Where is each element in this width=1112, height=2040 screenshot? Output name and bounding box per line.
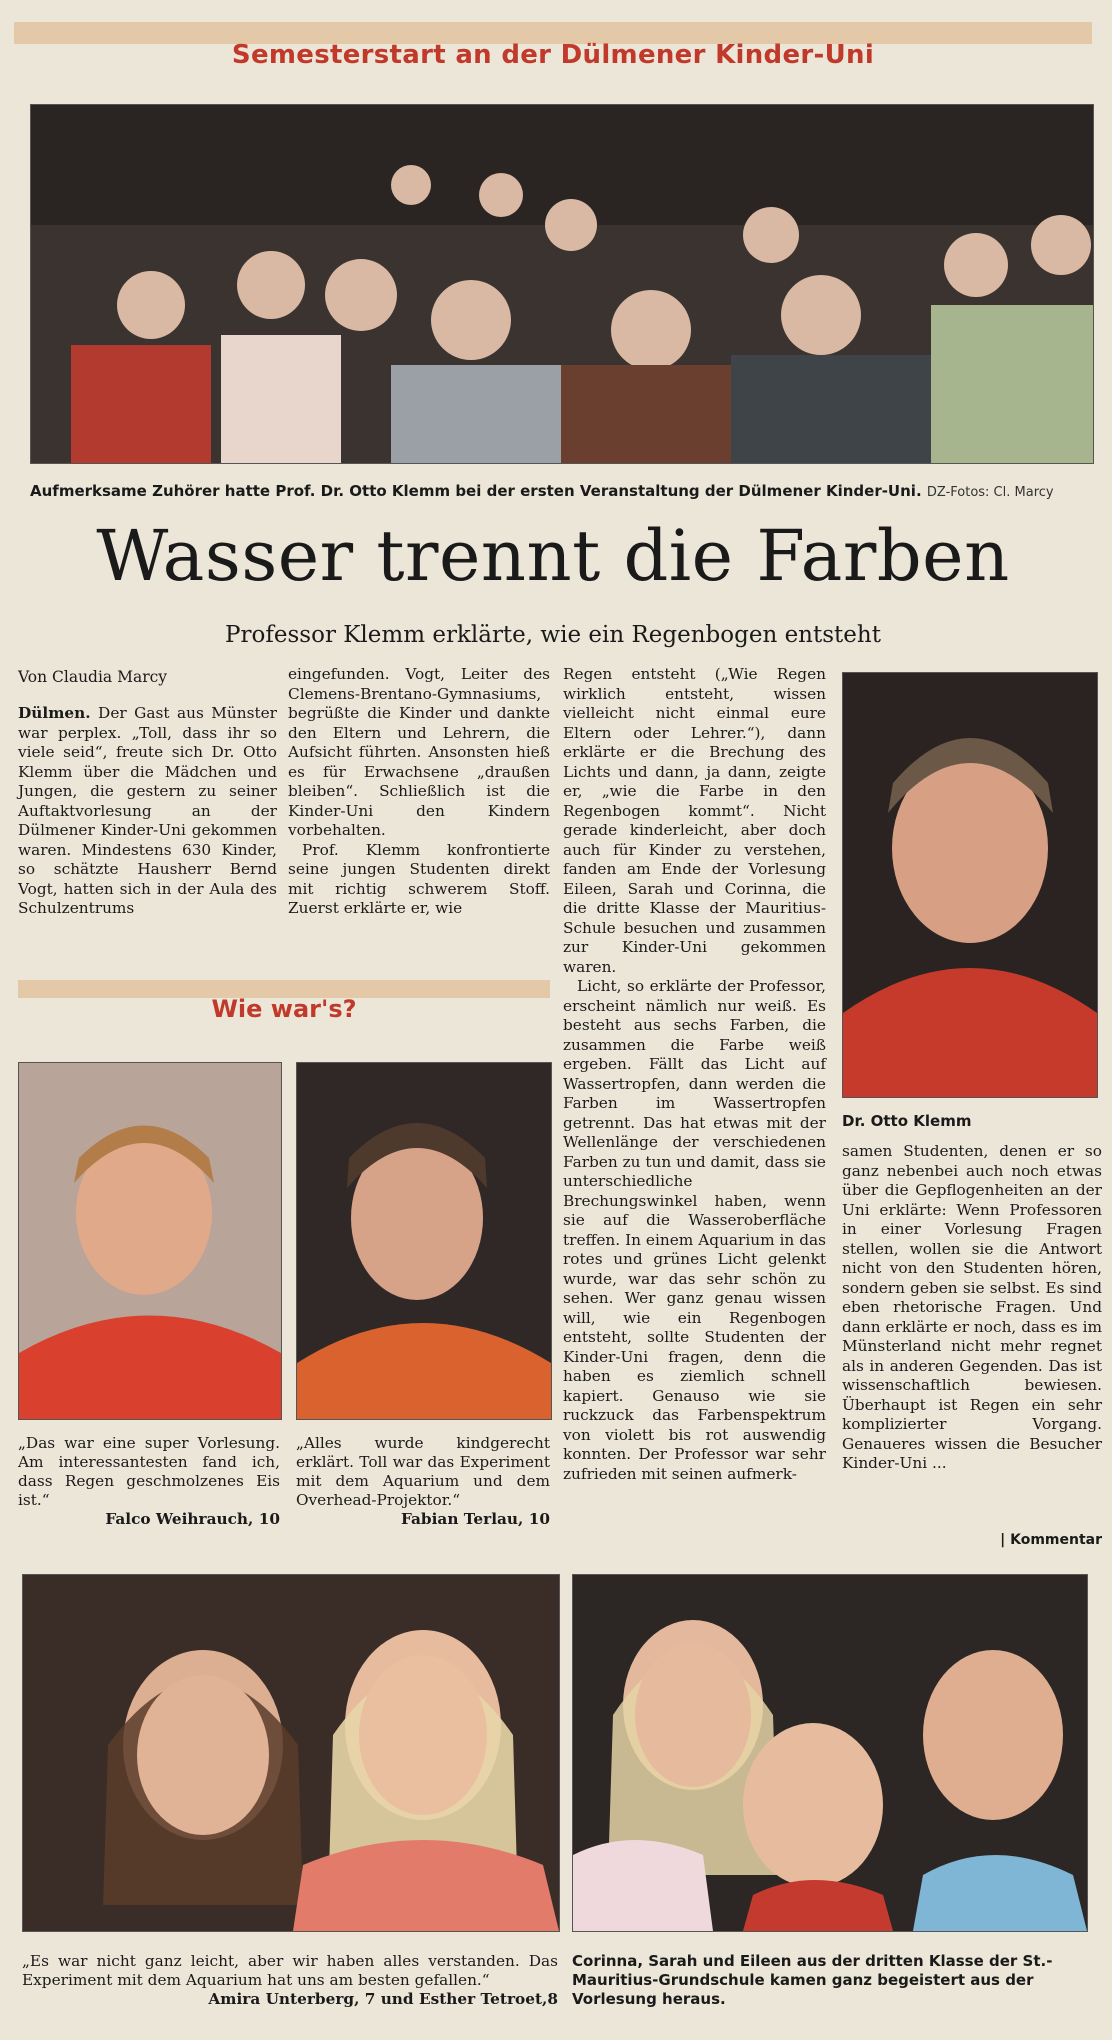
photo-credit: DZ-Fotos: Cl. Marcy <box>926 485 1054 500</box>
professor-portrait-photo <box>842 672 1098 1098</box>
article-column-4 <box>842 1142 1102 1474</box>
caption-text: Aufmerksame Zuhörer hatte Prof. Dr. Otto Klemm bei der ersten Veranstaltung der Dülmener Kinder-Uni. <box>30 482 922 500</box>
article-paragraph: Regen entsteht („Wie Regen wirklich entsteht, wissen vielleicht nicht einmal eure Eltern oder Lehrer.“), dann erklärte er die Brechung des Lichts und dann, ja dann, zeigte er, „wie die Farbe in den Regenbogen kommt“. Nicht gerade kinderleicht, aber doch auch für Kinder zu verstehen, fanden am Ende der Vorlesung Eileen, Sarah und Corinna, die die dritte Klasse der Mauritius-Schule besuchen und zusammen zur Kinder-Uni gekommen waren. <box>563 665 826 976</box>
kicker-title: Semesterstart an der Dülmener Kinder-Uni <box>231 40 875 70</box>
article-column-3 <box>563 665 826 1484</box>
portrait-caption: Dr. Otto Klemm <box>842 1112 972 1130</box>
byline: Von Claudia Marcy <box>18 668 168 686</box>
quote-author: Amira Unterberg, 7 und Esther Tetroet,8 <box>208 1990 558 2008</box>
girls-photo-right <box>572 1574 1088 1932</box>
article-paragraph: eingefunden. Vogt, Leiter des Clemens-Brentano-Gymnasiums, begrüßte die Kinder und dankte den Eltern und Lehrern, die Aufsicht führten. Ansonsten hieß es für Erwachsene „draußen bleiben“. Schließlich ist die Kinder-Uni den Kindern vorbehalten. <box>288 665 550 839</box>
quote-fabian <box>296 1434 550 1529</box>
dateline: Dülmen. <box>18 704 91 722</box>
girls-photo-left <box>22 1574 560 1932</box>
falco-photo <box>18 1062 282 1420</box>
bottom-right-caption: Corinna, Sarah und Eileen aus der dritten Klasse der St.-Mauritius-Grundschule kamen ganz begeistert aus der Vorlesung heraus. <box>572 1952 1053 2008</box>
audience-photo-caption <box>30 482 1092 500</box>
article-paragraph: samen Studenten, denen er so ganz nebenbei auch noch etwas über die Gepflogenheiten an der Uni erklärte: Wenn Professoren in einer Vorlesung Fragen stellen, wollen sie die Antwort nicht von den Studenten hören, sondern geben sie selbst. Es sind eben rhetorische Fragen. Und dann erklärte er noch, dass es im Münsterland nicht mehr regnet als in anderen Gegenden. Das ist wissenschaftlich bewiesen. Überhaupt ist Regen ein sehr komplizierter Vorgang. Genaueres wissen die Besucher Kinder-Uni ... <box>842 1142 1102 1472</box>
commentary-reference: | Kommentar <box>1000 1532 1102 1548</box>
quote-text: „Alles wurde kindgerecht erklärt. Toll war das Experiment mit dem Aquarium und dem Overhead-Projektor.“ <box>296 1434 550 1509</box>
quote-falco <box>18 1434 280 1529</box>
quote-amira-esther <box>22 1952 558 2009</box>
article-paragraph: Prof. Klemm konfrontierte seine jungen Studenten direkt mit richtig schwerem Stoff. Zuerst erklärte er, wie <box>288 840 550 917</box>
article-text: Der Gast aus Münster war perplex. „Toll, dass ihr so viele seid“, freute sich Dr. Otto Klemm über die Mädchen und Jungen, die gestern zu seiner Auftaktvorlesung an der Dülmener Kinder-Uni gekommen waren. Mindestens 630 Kinder, so schätzte Hausherr Bernd Vogt, hatten sich in der Aula des Schulzentrums <box>18 704 277 917</box>
subheadline: Professor Klemm erklärte, wie ein Regenbogen entsteht <box>225 622 881 648</box>
quote-author: Fabian Terlau, 10 <box>400 1510 550 1528</box>
quote-text: „Es war nicht ganz leicht, aber wir haben alles verstanden. Das Experiment mit dem Aquarium hat uns am besten gefallen.“ <box>22 1952 558 1989</box>
audience-photo <box>30 104 1094 464</box>
sidebar-title: Wie war's? <box>211 995 357 1023</box>
headline: Wasser trennt die Farben <box>96 515 1010 597</box>
article-paragraph: Licht, so erklärte der Professor, erscheint nämlich nur weiß. Es besteht aus sechs Farben, die zusammen die Farbe weiß ergeben. Fällt das Licht auf Wassertropfen, dann werden die Farben im Wassertropfen getrennt. Das hat etwas mit der Wellenlänge der verschiedenen Farben zu tun und damit, dass sie unterschiedliche Brechungswinkel haben, wenn sie auf die Wasseroberfläche treffen. In einem Aquarium in das rotes und grünes Licht gelenkt wurde, war das sehr schön zu sehen. Wer ganz genau wissen will, wie ein Regenbogen entsteht, sollte Studenten der Kinder-Uni fragen, denn die haben es ziemlich schnell kapiert. Genauso wie sie ruckzuck das Farbenspektrum von violett bis rot auswendig konnten. Der Professor war sehr zufrieden mit seinen aufmerk- <box>563 977 826 1483</box>
article-column-1 <box>18 704 277 919</box>
fabian-photo <box>296 1062 552 1420</box>
article-column-2 <box>288 665 550 919</box>
quote-text: „Das war eine super Vorlesung. Am interessantesten fand ich, dass Regen geschmolzenes Eis ist.“ <box>18 1434 280 1509</box>
quote-author: Falco Weihrauch, 10 <box>105 1510 280 1528</box>
